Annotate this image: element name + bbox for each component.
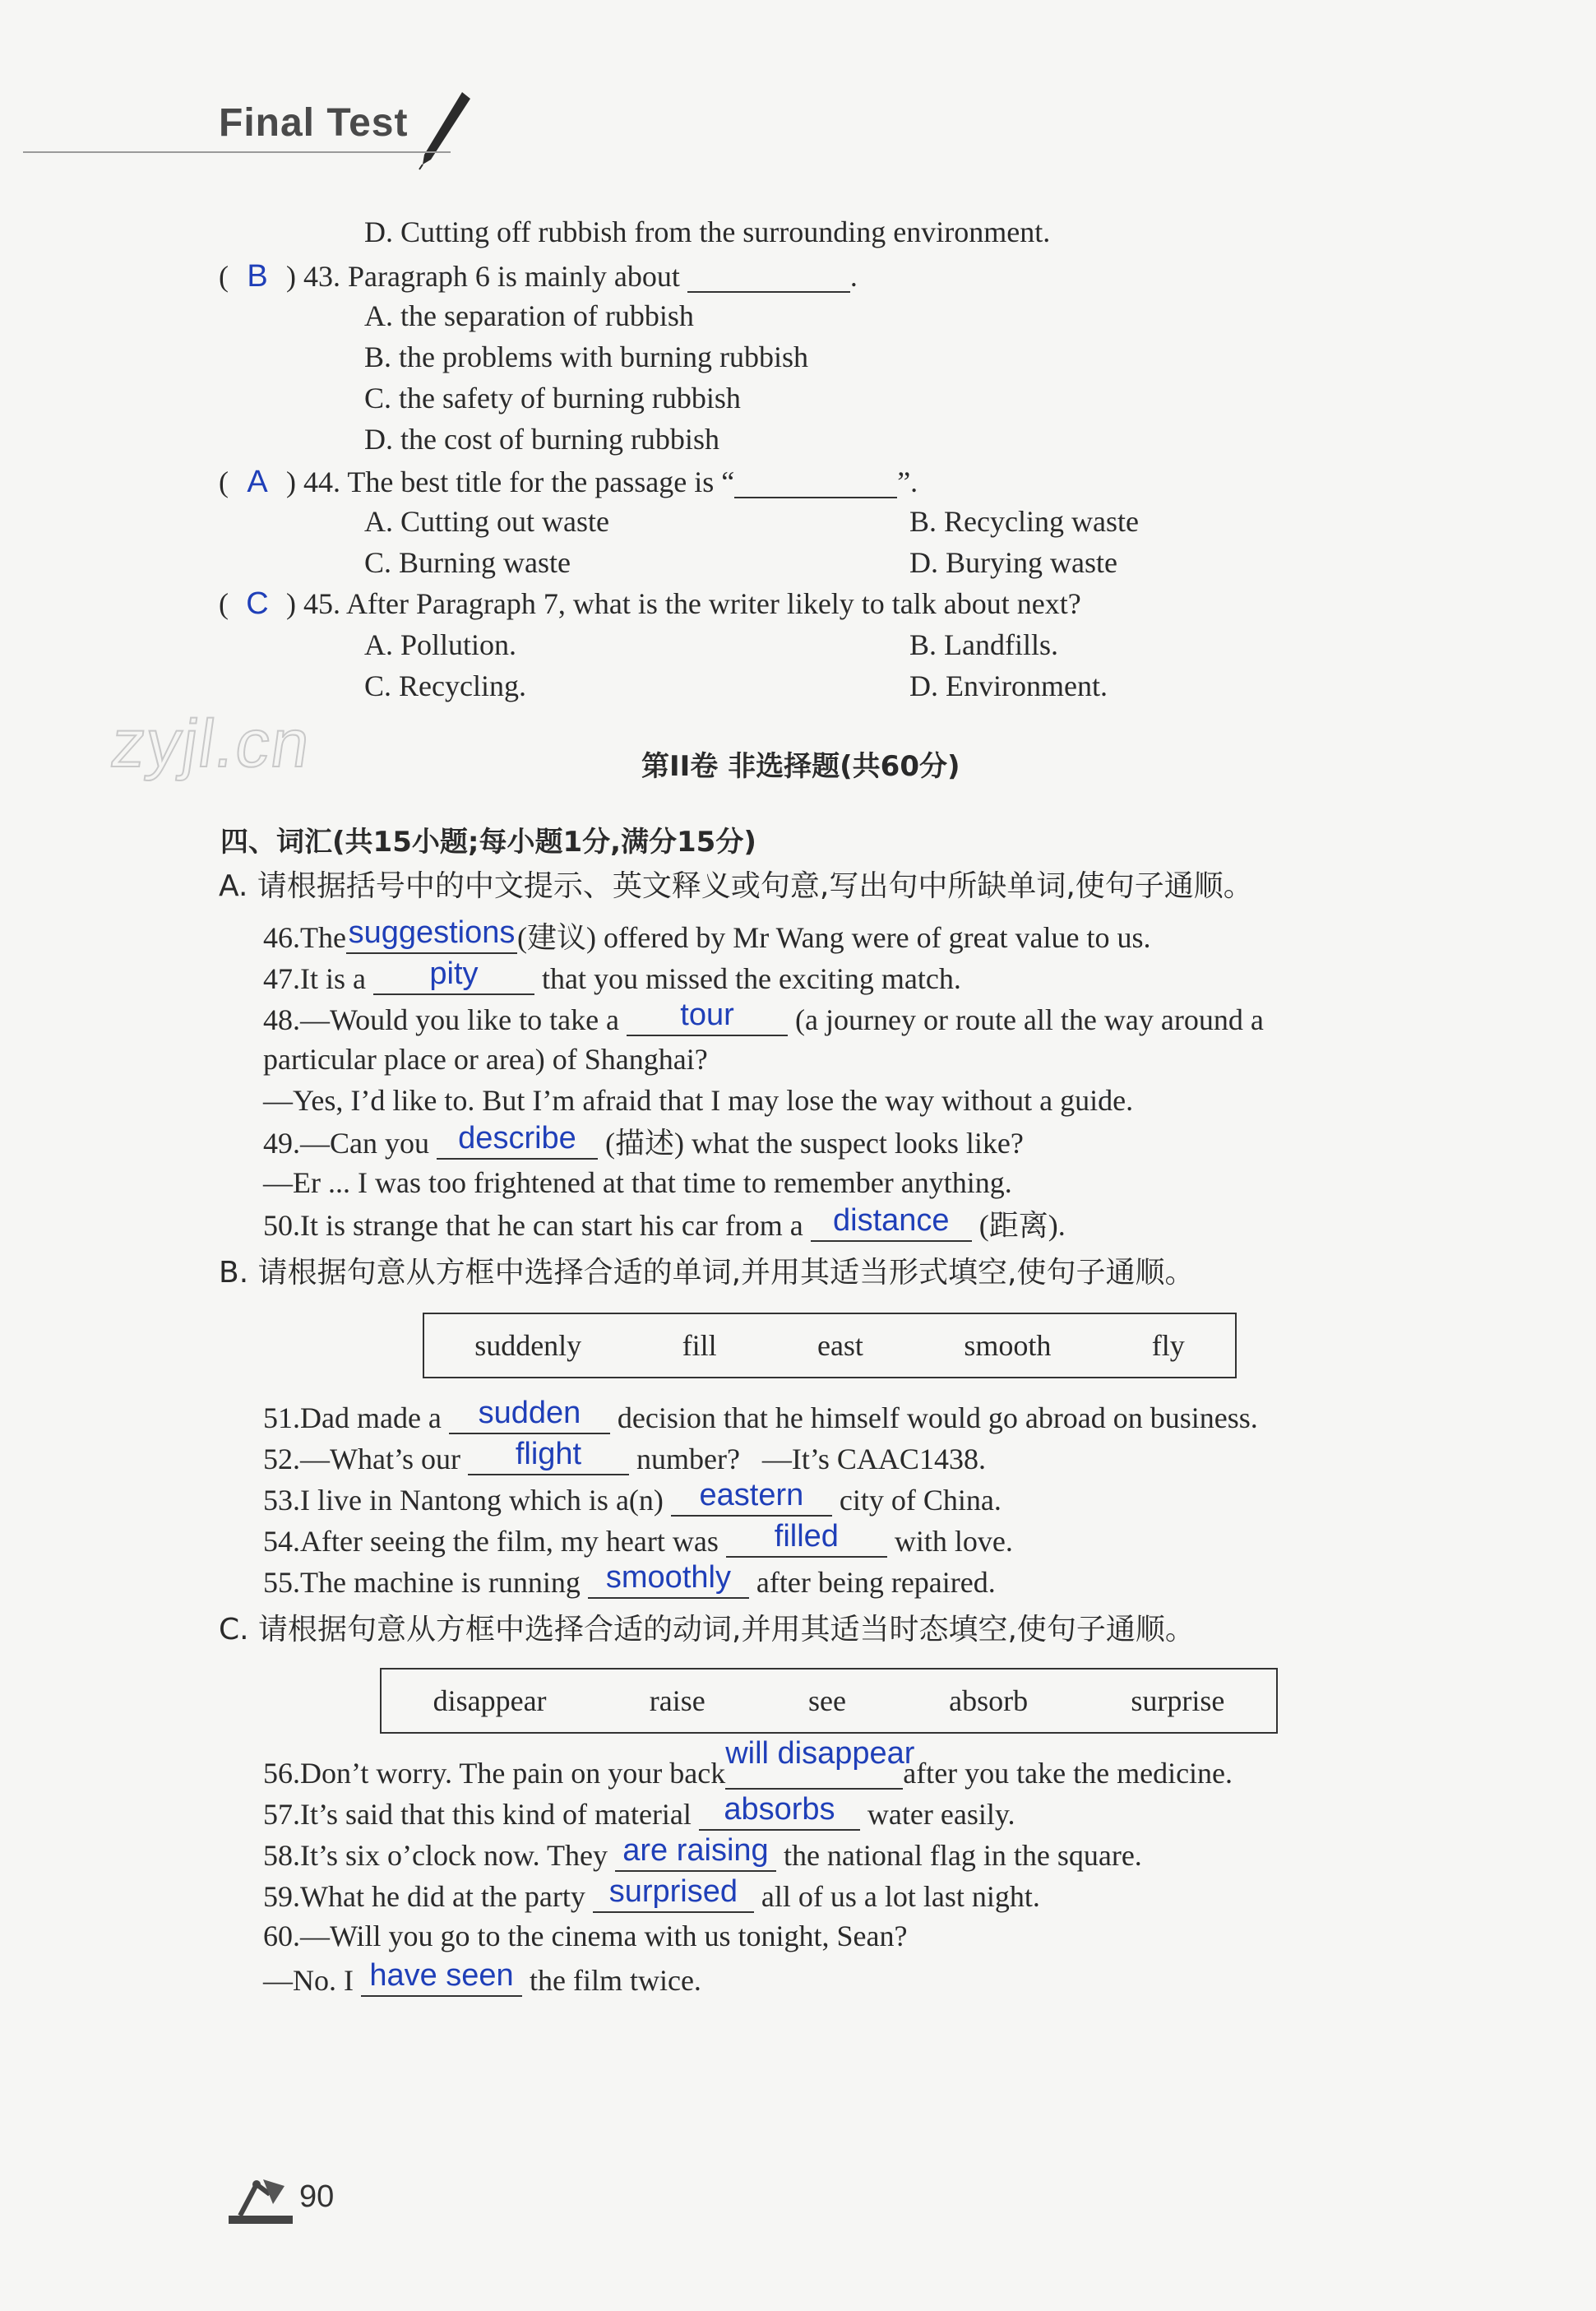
q43-option-a: A. the separation of rubbish <box>364 299 694 332</box>
word-box-b-item: smooth <box>964 1329 1052 1362</box>
q45-stem: ( C ) 45. After Paragraph 7, what is the writer likely to talk about next? <box>219 586 1081 621</box>
q51-answer: sudden <box>478 1396 581 1430</box>
q49-answer: describe <box>458 1121 576 1156</box>
word-box-b-item: fly <box>1151 1329 1185 1362</box>
q45-option-a: A. Pollution. <box>364 628 517 661</box>
q46-blank <box>346 915 517 954</box>
q55: 55.The machine is running smoothly after being repaired. <box>263 1560 996 1599</box>
page-title: Final Test <box>219 101 409 145</box>
word-box-b-item: fill <box>682 1329 717 1362</box>
q42-option-d: D. Cutting off rubbish from the surrounding environment. <box>364 215 1051 248</box>
q44-stem: ( A ) 44. The best title for the passage is “ ”. <box>219 465 918 499</box>
word-box-c-item: surprise <box>1131 1684 1225 1717</box>
q58-answer: are raising <box>622 1833 769 1868</box>
word-box-b-item: suddenly <box>474 1329 582 1362</box>
q49: 49.—Can you describe (描述) what the suspect looks like? <box>263 1121 1024 1160</box>
header-rule <box>23 151 451 153</box>
q56-blank <box>725 1736 915 1790</box>
q58-blank <box>615 1833 776 1872</box>
q57: 57.It’s said that this kind of material absorbs water easily. <box>263 1792 1015 1831</box>
part-b-instruction: B. 请根据句意从方框中选择合适的单词,并用其适当形式填空,使句子通顺。 <box>219 1256 1195 1290</box>
desk-lamp-icon <box>224 2155 298 2229</box>
q52-answer: flight <box>515 1437 582 1471</box>
q52: 52.—What’s our flight number? —It’s CAAC1438. <box>263 1437 986 1475</box>
q55-answer: smoothly <box>605 1560 731 1595</box>
q56-answer: will disappear <box>725 1736 915 1771</box>
q50: 50.It is strange that he can start his car from a distance (距离). <box>263 1203 1066 1242</box>
q55-blank <box>588 1560 749 1599</box>
q45-option-b: B. Landfills. <box>909 628 1058 661</box>
word-box-b <box>423 1313 1237 1378</box>
q57-answer: absorbs <box>724 1792 835 1827</box>
q48-answer: tour <box>680 998 734 1032</box>
q43-answer: B <box>247 259 268 294</box>
q44-option-d: D. Burying waste <box>909 546 1117 579</box>
word-box-b-item: east <box>817 1329 863 1362</box>
q47: 47.It is a pity that you missed the exciting match. <box>263 956 961 995</box>
q60: 60.—Will you go to the cinema with us tonight, Sean? <box>263 1920 908 1952</box>
word-box-c-item: raise <box>649 1684 705 1717</box>
q48-blank <box>627 998 788 1036</box>
word-box-c <box>380 1668 1278 1734</box>
q52-blank <box>468 1437 629 1475</box>
q47-answer: pity <box>429 956 479 991</box>
q53: 53.I live in Nantong which is a(n) eastern city of China. <box>263 1478 1002 1517</box>
part-a-instruction: A. 请根据括号中的中文提示、英文释义或句意,写出句中所缺单词,使句子通顺。 <box>219 869 1253 903</box>
q59-blank <box>593 1874 754 1913</box>
q54-answer: filled <box>774 1519 839 1554</box>
q59: 59.What he did at the party surprised all of us a lot last night. <box>263 1874 1040 1913</box>
part-c-instruction: C. 请根据句意从方框中选择合适的动词,并用其适当时态填空,使句子通顺。 <box>219 1613 1195 1646</box>
q44-option-a: A. Cutting out waste <box>364 505 609 538</box>
q45-option-c: C. Recycling. <box>364 669 526 702</box>
q51-blank <box>449 1396 610 1434</box>
word-box-c-item: absorb <box>949 1684 1029 1717</box>
q48-reply: —Yes, I’d like to. But I’m afraid that I may lose the way without a guide. <box>263 1084 1134 1117</box>
q44-option-b: B. Recycling waste <box>909 505 1139 538</box>
q44-option-c: C. Burning waste <box>364 546 571 579</box>
q43-option-d: D. the cost of burning rubbish <box>364 423 719 456</box>
q44-answer: A <box>247 465 268 499</box>
q46: 46.Thesuggestions(建议) offered by Mr Wang were of great value to us. <box>263 915 1151 954</box>
q44-blank <box>734 464 897 498</box>
q60-blank <box>361 1958 522 1997</box>
q43-blank <box>687 258 850 293</box>
q60-reply: —No. I have seen the film twice. <box>263 1958 701 1997</box>
q50-answer: distance <box>833 1203 950 1238</box>
q48-continued: particular place or area) of Shanghai? <box>263 1043 708 1076</box>
section-2-title: 第II卷 非选择题(共60分) <box>641 750 960 783</box>
q60-answer: have seen <box>369 1958 514 1993</box>
pen-icon <box>411 89 477 171</box>
word-box-c-item: see <box>807 1684 846 1717</box>
q57-blank <box>699 1792 860 1831</box>
q43-option-b: B. the problems with burning rubbish <box>364 340 808 373</box>
q45-option-d: D. Environment. <box>909 669 1108 702</box>
watermark: zyjl.cn <box>106 706 317 781</box>
q49-blank <box>437 1121 598 1160</box>
word-box-c-item: disappear <box>433 1684 547 1717</box>
q51: 51.Dad made a sudden decision that he himself would go abroad on business. <box>263 1396 1258 1434</box>
q59-answer: surprised <box>608 1874 738 1909</box>
q46-answer: suggestions <box>348 915 516 950</box>
q45-answer: C <box>246 586 269 621</box>
q43-stem: ( B ) 43. Paragraph 6 is mainly about . <box>219 259 858 294</box>
q54-blank <box>726 1519 887 1558</box>
q48: 48.—Would you like to take a tour (a journey or route all the way around a <box>263 998 1264 1036</box>
q54: 54.After seeing the film, my heart was filled with love. <box>263 1519 1013 1558</box>
q53-blank <box>671 1478 832 1517</box>
q49-reply: —Er ... I was too frightened at that time to remember anything. <box>263 1166 1012 1199</box>
q43-option-c: C. the safety of burning rubbish <box>364 382 741 414</box>
q50-blank <box>811 1203 972 1242</box>
part-4-heading: 四、词汇(共15小题;每小题1分,满分15分) <box>220 826 756 859</box>
q53-answer: eastern <box>699 1478 804 1512</box>
q56: 56.Don’t worry. The pain on your backwill disappearafter you take the medicine. <box>263 1736 1233 1790</box>
q58: 58.It’s six o’clock now. They are raising the national flag in the square. <box>263 1833 1142 1872</box>
q47-blank <box>373 956 534 995</box>
page-number: 90 <box>299 2179 335 2214</box>
